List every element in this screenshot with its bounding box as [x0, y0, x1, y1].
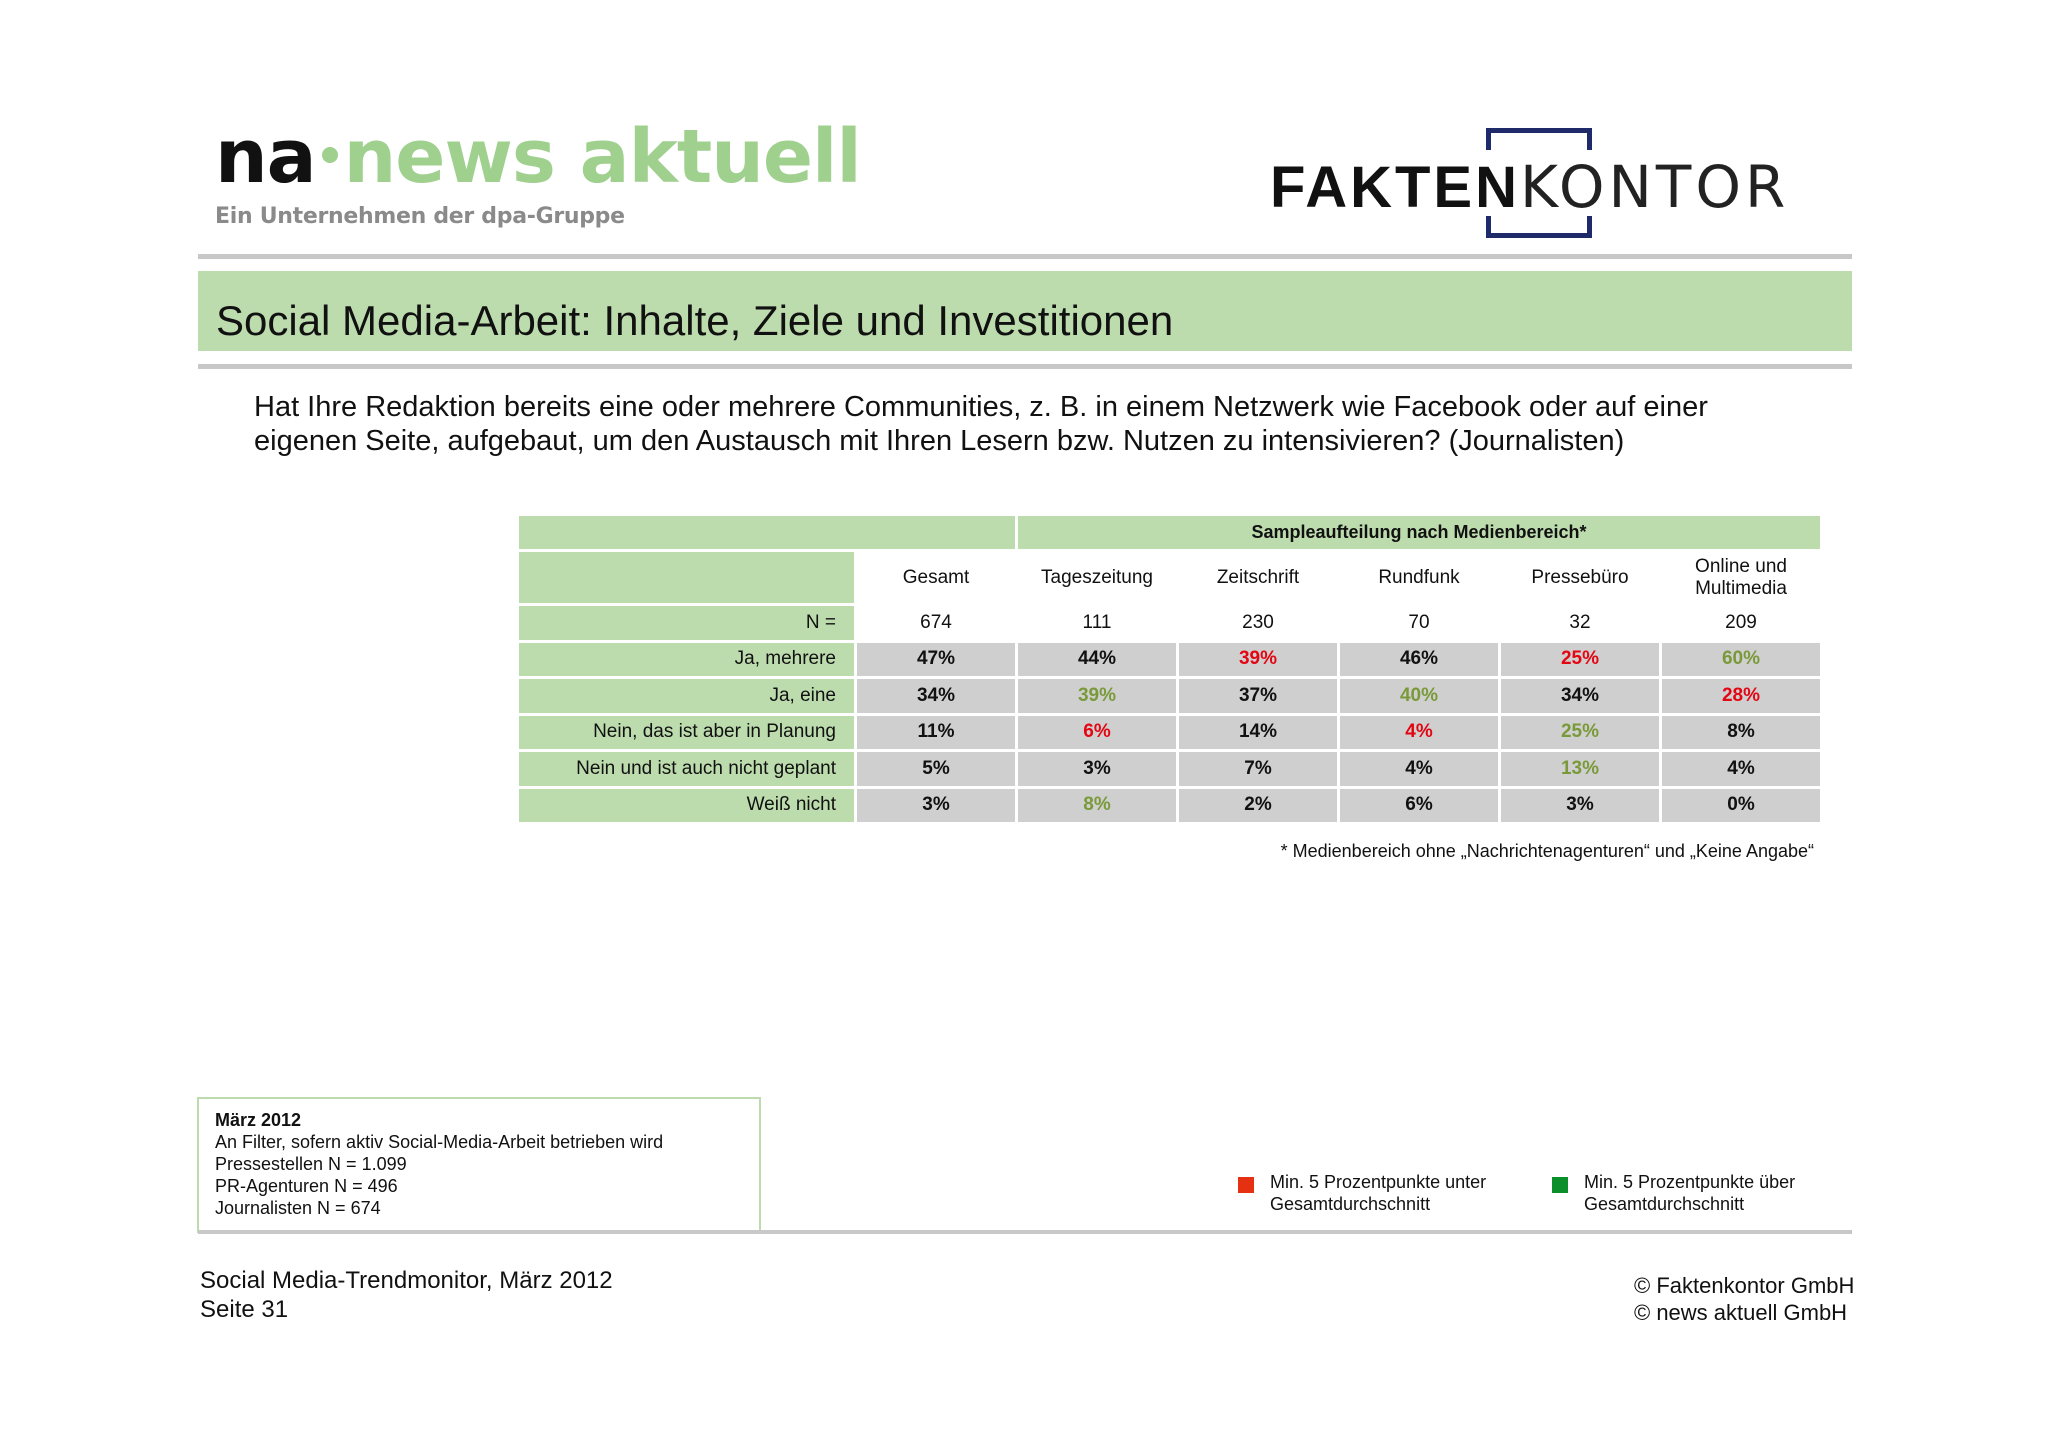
divider-top	[198, 254, 1852, 259]
table-row	[518, 751, 1822, 788]
value-cell: 0%	[1661, 787, 1822, 824]
n-cell: 209	[1661, 605, 1822, 642]
info-line: Pressestellen N = 1.099	[215, 1154, 407, 1174]
sample-info-box	[197, 1097, 761, 1233]
logo-na-prefix: na	[215, 114, 316, 200]
row-label: Ja, mehrere	[518, 641, 856, 678]
n-cell: 111	[1017, 605, 1178, 642]
value-cell: 37%	[1178, 678, 1339, 715]
logo-fk-bold: FAKTEN	[1270, 155, 1520, 220]
value-cell: 3%	[1017, 751, 1178, 788]
table-footnote: * Medienbereich ohne „Nachrichtenagenturen“ und „Keine Angabe“	[1280, 841, 1814, 861]
legend-red-square-icon	[1238, 1177, 1254, 1193]
value-cell: 7%	[1178, 751, 1339, 788]
value-cell: 4%	[1661, 751, 1822, 788]
value-cell: 6%	[1339, 787, 1500, 824]
page-title: Social Media-Arbeit: Inhalte, Ziele und Investitionen	[216, 297, 1174, 344]
row-label: N =	[518, 605, 856, 642]
value-cell: 39%	[1017, 678, 1178, 715]
footer-right	[1634, 1272, 1854, 1326]
footer-copyright: © Faktenkontor GmbH	[1634, 1273, 1855, 1298]
value-cell: 40%	[1339, 678, 1500, 715]
table-row	[518, 714, 1822, 751]
value-cell: 25%	[1500, 714, 1661, 751]
logo-na-subtitle: Ein Unternehmen der dpa-Gruppe	[215, 204, 625, 229]
value-cell: 44%	[1017, 641, 1178, 678]
value-cell: 2%	[1178, 787, 1339, 824]
logo-dot-icon	[322, 147, 338, 163]
value-cell: 13%	[1500, 751, 1661, 788]
column-header: Pressebüro	[1500, 551, 1661, 605]
value-cell: 60%	[1661, 641, 1822, 678]
divider-bottom	[198, 1230, 1852, 1234]
table-row	[518, 787, 1822, 824]
value-cell: 6%	[1017, 714, 1178, 751]
info-date: März 2012	[215, 1110, 302, 1130]
n-cell: 70	[1339, 605, 1500, 642]
legend-text: Gesamtdurchschnitt	[1270, 1194, 1431, 1214]
value-cell: 4%	[1339, 751, 1500, 788]
value-cell: 8%	[1661, 714, 1822, 751]
group-header: Sampleaufteilung nach Medienbereich*	[1017, 515, 1822, 551]
table-corner-label	[518, 551, 856, 605]
column-header: Rundfunk	[1339, 551, 1500, 605]
footer-page-number: Seite 31	[200, 1296, 289, 1323]
legend-text: Gesamtdurchschnitt	[1584, 1194, 1745, 1214]
value-cell: 14%	[1178, 714, 1339, 751]
logo-na-name: news aktuell	[343, 114, 861, 200]
column-header: Online und Multimedia	[1661, 551, 1822, 605]
value-cell: 8%	[1017, 787, 1178, 824]
survey-question: Hat Ihre Redaktion bereits eine oder mehrere Communities, z. B. in einem Netzwerk wie Facebook oder auf einer eigenen Seite, aufgebaut, um den Austausch mit Ihren Lesern bzw. Nutzen zu intensivieren? (Journalisten)	[254, 391, 1708, 457]
table-corner	[518, 515, 1017, 551]
column-header-gesamt: Gesamt	[856, 551, 1017, 605]
value-cell: 39%	[1178, 641, 1339, 678]
value-cell: 11%	[856, 714, 1017, 751]
footer-left	[200, 1266, 613, 1324]
n-cell: 230	[1178, 605, 1339, 642]
legend-green-square-icon	[1552, 1177, 1568, 1193]
faktenkontor-logo	[1270, 128, 1830, 240]
n-cell: 674	[856, 605, 1017, 642]
value-cell: 47%	[856, 641, 1017, 678]
footer-copyright: © news aktuell GmbH	[1634, 1300, 1848, 1325]
row-label: Nein und ist auch nicht geplant	[518, 751, 856, 788]
value-cell: 34%	[856, 678, 1017, 715]
value-cell: 28%	[1661, 678, 1822, 715]
value-cell: 25%	[1500, 641, 1661, 678]
news-aktuell-logo	[215, 114, 861, 240]
column-header: Tageszeitung	[1017, 551, 1178, 605]
n-cell: 32	[1500, 605, 1661, 642]
info-line: Journalisten N = 674	[215, 1198, 381, 1218]
value-cell: 5%	[856, 751, 1017, 788]
legend-text: Min. 5 Prozentpunkte über	[1584, 1172, 1796, 1192]
footer-publication: Social Media-Trendmonitor, März 2012	[200, 1267, 613, 1294]
table-row	[518, 641, 1822, 678]
value-cell: 46%	[1339, 641, 1500, 678]
table-row-n	[518, 605, 1822, 642]
value-cell: 3%	[856, 787, 1017, 824]
divider-below-title	[198, 364, 1852, 369]
column-header: Zeitschrift	[1178, 551, 1339, 605]
row-label: Ja, eine	[518, 678, 856, 715]
logo-fk-light: KONTOR	[1520, 153, 1790, 221]
row-label: Weiß nicht	[518, 787, 856, 824]
value-cell: 34%	[1500, 678, 1661, 715]
results-table	[516, 513, 1823, 825]
info-line: PR-Agenturen N = 496	[215, 1176, 398, 1196]
title-band	[198, 271, 1852, 351]
row-label: Nein, das ist aber in Planung	[518, 714, 856, 751]
info-line: An Filter, sofern aktiv Social-Media-Arbeit betrieben wird	[215, 1132, 664, 1152]
legend-text: Min. 5 Prozentpunkte unter	[1270, 1172, 1487, 1192]
value-cell: 4%	[1339, 714, 1500, 751]
value-cell: 3%	[1500, 787, 1661, 824]
table-row	[518, 678, 1822, 715]
